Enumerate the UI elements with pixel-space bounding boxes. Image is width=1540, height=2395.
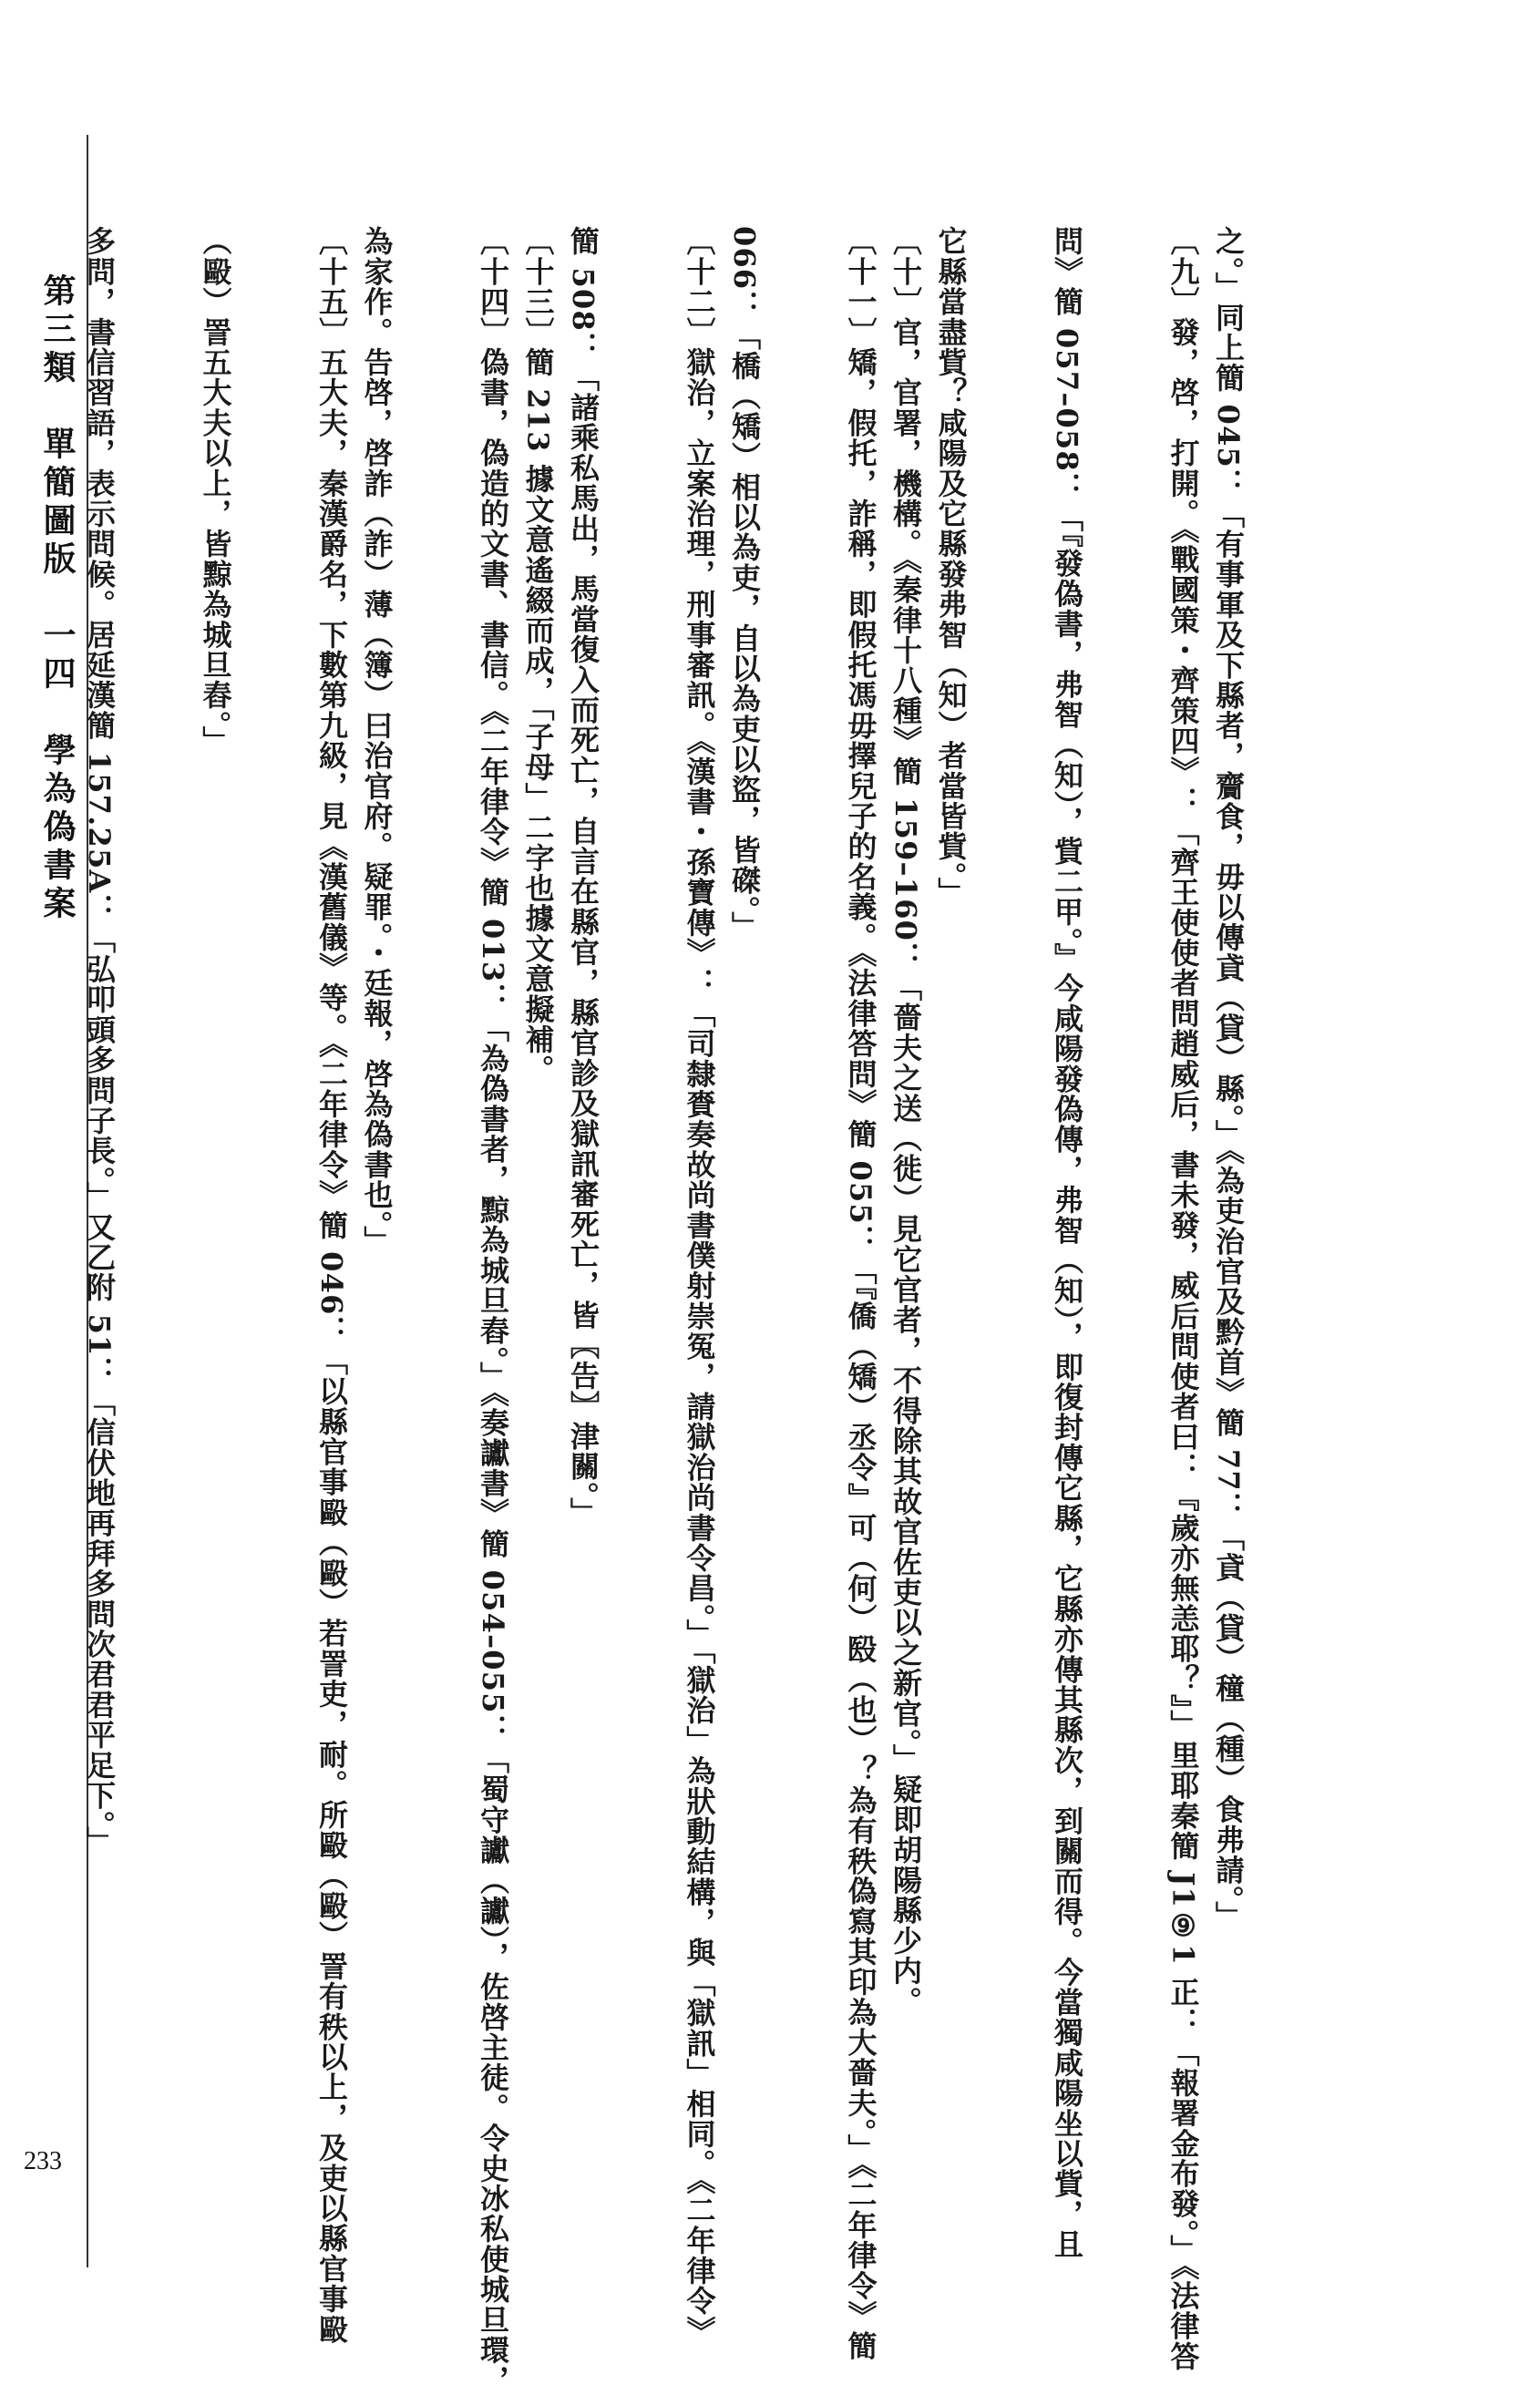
text-column <box>0 226 77 2158</box>
text-column: 〔十一〕矯，假托，詐稱，即假托馮毋擇兒子的名義。《法律答問》簡 055：「『僑（矯）丞令』可（何）殹（也）？為有秩偽寫其印為大嗇夫。」《二年律令》簡 <box>843 226 878 2361</box>
text-column: 〔十五〕五大夫，秦漢爵名，下數第九級，見《漢舊儀》等。《二年律令》簡 046：「以縣官事毆（毆）若詈吏，耐。所毆（毆）詈有秩以上，及吏以縣官事毆 <box>314 226 349 2345</box>
text-column: 〔十三〕簡 213 據文意遙綴而成，「子母」二字也據文意擬補。 <box>520 226 556 1085</box>
text-column: 簡 508：「諸乘私馬出，馬當復入而死亡，自言在縣官，縣官診及獄訊審死亡，皆〖告〗津關。」 <box>566 226 601 1527</box>
running-head: 第三類 單簡圖版 一四 學為偽書案 <box>38 273 77 924</box>
text-column: 〔十二〕獄治，立案治理，刑事審訊。《漢書・孫寶傳》：「司隸賚奏故尚書僕射崇冤，請獄治尚書令昌。」「獄治」為狀動結構，與「獄訊」相同。《二年律令》 <box>682 226 717 2347</box>
text-column: 〔十四〕偽書，偽造的文書、書信。《二年律令》簡 013：「為偽書者，黥為城旦舂。」《奏讞書》簡 054–055：「蜀守讞（讞），佐啓主徒。令史冰私使城旦環， <box>476 226 510 2395</box>
text-column: 問》簡 057–058：「『發偽書，弗智（知），貲二甲。』今咸陽發偽傳，弗智（知），即復封傳它縣，它縣亦傳其縣次，到關而得。今當獨咸陽坐以貲，且 <box>1050 226 1084 2260</box>
text-column: 〔九〕發，啓，打開。《戰國策・齊策四》：「齊王使使者問趙威后，書未發，威后問使者曰：『歲亦無恙耶？』」里耶秦簡 J1⑨1 正：「報署金布發。」《法律答 <box>1165 226 1201 2371</box>
page-number: 233 <box>24 2147 62 2175</box>
text-column: 為家作。告啓，啓詐（詐）薄（簿）曰治官府。疑罪。・廷報，啓為偽書也。」 <box>359 226 395 1256</box>
text-column: 〔十〕官，官署，機構。《秦律十八種》簡 159–160：「嗇夫之送（徙）見它官者，不得除其故官佐吏以之新官。」疑即胡陽縣少内。 <box>888 226 923 2017</box>
text-column: 多問，書信習語，表示問候。居延漢簡 157.25A：「弘叩頭多問子長。」又乙附 51：「信伏地再拜多問次君君平足下。」 <box>82 226 117 1856</box>
text-column: 它縣當盡貲？咸陽及它縣發弗智（知）者當皆貲。」 <box>933 226 969 908</box>
text-column: （毆）詈五大夫以上，皆黥為城旦舂。」 <box>198 226 233 756</box>
text-column: 之。」同上簡 045：「有事軍及下縣者，齎食，毋以傳貣（貸）縣。」《為吏治官及黔首》簡 77：「貣（貸）穜（種）食弗請。」 <box>1211 226 1246 1931</box>
text-column: 066：「橋（矯）相以為吏，自以為吏以盜，皆磔。」 <box>727 226 762 941</box>
